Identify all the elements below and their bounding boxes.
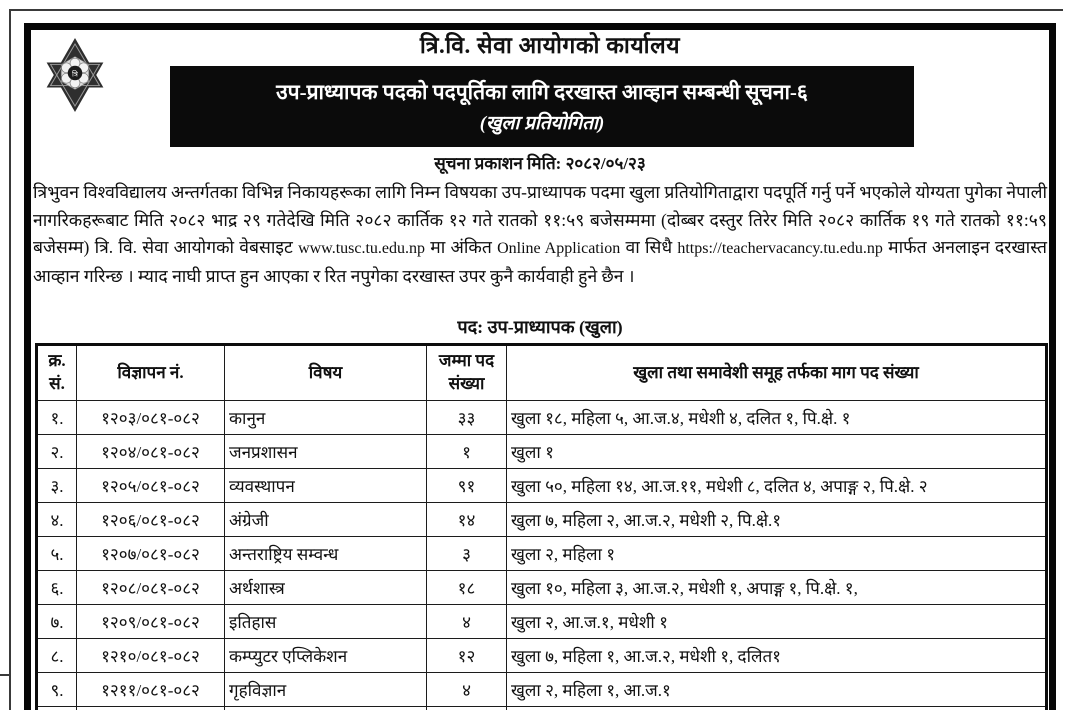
publish-date: सूचना प्रकाशन मिति: २०८२/०५/२३ xyxy=(434,154,646,173)
body-paragraph xyxy=(33,179,1047,290)
cell-subject: कानुन xyxy=(225,401,427,435)
cell-advert: १२१०/०८१-०८२ xyxy=(77,639,225,673)
table-row xyxy=(37,673,1047,707)
header-group-demand: खुला तथा समावेशी समूह तर्फका माग पद संख्या xyxy=(507,345,1047,401)
cell-total: ३३ xyxy=(427,401,507,435)
cell-serial: ६. xyxy=(37,571,77,605)
website-url-teachervacancy: https://teachervacancy.tu.edu.np xyxy=(677,240,883,257)
banner-title: उप-प्राध्यापक पदको पदपूर्तिका लागि दरखास्त आव्हान सम्बन्धी सूचना-६ xyxy=(276,80,808,104)
table-row xyxy=(37,605,1047,639)
cell-total: ४ xyxy=(427,605,507,639)
cell-advert: १२०४/०८१-०८२ xyxy=(77,435,225,469)
cell-detail: खुला १ xyxy=(507,435,1047,469)
cell-serial: ९. xyxy=(37,673,77,707)
cell-detail: खुला १८, महिला ५, आ.ज.४, मधेशी ४, दलित १, पि.क्षे. १ xyxy=(507,401,1047,435)
cell-serial: ८. xyxy=(37,639,77,673)
vacancy-table xyxy=(35,343,1048,710)
tu-emblem-logo xyxy=(42,35,108,115)
cell-detail: खुला ५०, महिला १४, आ.ज.११, मधेशी ८, दलित ४, अपाङ्ग २, पि.क्षे. २ xyxy=(507,469,1047,503)
cell-total xyxy=(427,707,507,710)
paragraph-text-2: मा अंकित xyxy=(425,237,498,257)
cell-advert: १२०८/०८१-०८२ xyxy=(77,571,225,605)
cell-total: ९१ xyxy=(427,469,507,503)
table-row xyxy=(37,639,1047,673)
cell-subject: कम्प्युटर एप्लिकेशन xyxy=(225,639,427,673)
cell-detail: खुला ७, महिला १, आ.ज.२, मधेशी १, दलित१ xyxy=(507,639,1047,673)
website-url-tusc: www.tusc.tu.edu.np xyxy=(298,240,426,257)
cell-serial: ५. xyxy=(37,537,77,571)
cell-detail: खुला २, आ.ज.१, मधेशी १ xyxy=(507,605,1047,639)
cell-subject: गृहविज्ञान xyxy=(225,673,427,707)
cell-advert: १२०९/०८१-०८२ xyxy=(77,605,225,639)
notice-banner xyxy=(170,66,914,147)
cell-detail xyxy=(507,707,1047,710)
table-row xyxy=(37,469,1047,503)
cell-subject: इतिहास xyxy=(225,605,427,639)
table-row-partial xyxy=(37,707,1047,710)
online-application-text: Online Application xyxy=(497,240,621,257)
cell-serial: ३. xyxy=(37,469,77,503)
post-heading: पद: उप-प्राध्यापक (खुला) xyxy=(457,317,623,337)
cell-advert: १२०६/०८१-०८२ xyxy=(77,503,225,537)
cell-advert: १२११/०८१-०८२ xyxy=(77,673,225,707)
table-row xyxy=(37,435,1047,469)
cell-subject: अन्तराष्ट्रिय सम्वन्ध xyxy=(225,537,427,571)
cell-subject xyxy=(225,707,427,710)
cell-subject: व्यवस्थापन xyxy=(225,469,427,503)
header-subject: विषय xyxy=(225,345,427,401)
cell-advert xyxy=(77,707,225,710)
table-row xyxy=(37,537,1047,571)
logo-monogram: त्रि xyxy=(72,70,78,79)
cell-subject: जनप्रशासन xyxy=(225,435,427,469)
cell-serial: ४. xyxy=(37,503,77,537)
cell-total: १२ xyxy=(427,639,507,673)
table-header-row xyxy=(37,345,1047,401)
cell-total: १४ xyxy=(427,503,507,537)
cell-serial: २. xyxy=(37,435,77,469)
page-edge-line-left xyxy=(9,9,11,710)
cell-advert: १२०५/०८१-०८२ xyxy=(77,469,225,503)
cell-detail: खुला ७, महिला २, आ.ज.२, मधेशी २, पि.क्षे.१ xyxy=(507,503,1047,537)
page-edge-line-top xyxy=(10,9,1063,11)
cell-subject: अर्थशास्त्र xyxy=(225,571,427,605)
paragraph-text-4: मार्फत अनलाइन दरखास्त आव्हान गरिन्छ । म्याद नाघी प्राप्त हुन आएका र रित नपुगेका दरखास्त उपर कुनै कार्यवाही हुने छैन । xyxy=(33,237,1048,286)
paragraph-text-3: वा सिधै xyxy=(620,237,678,257)
cell-advert: १२०३/०८१-०८२ xyxy=(77,401,225,435)
cell-serial: १. xyxy=(37,401,77,435)
six-pointed-star-icon xyxy=(42,35,108,115)
header-serial-no: क्र. सं. xyxy=(37,345,77,401)
cell-serial xyxy=(37,707,77,710)
header-advertisement-no: विज्ञापन नं. xyxy=(77,345,225,401)
cell-serial: ७. xyxy=(37,605,77,639)
cell-advert: १२०७/०८१-०८२ xyxy=(77,537,225,571)
banner-subtitle: (खुला प्रतियोगिता) xyxy=(479,113,605,134)
cell-total: ३ xyxy=(427,537,507,571)
page-title: त्रि.वि. सेवा आयोगको कार्यालय xyxy=(419,33,681,58)
table-row xyxy=(37,401,1047,435)
cell-total: ४ xyxy=(427,673,507,707)
table-row xyxy=(37,571,1047,605)
cell-detail: खुला २, महिला १ xyxy=(507,537,1047,571)
cell-total: १८ xyxy=(427,571,507,605)
page-edge-line-stub xyxy=(0,674,10,676)
paragraph-text-1: त्रिभुवन विश्वविद्यालय अन्तर्गतका विभिन्न निकायहरूका लागि निम्न विषयका उप-प्राध्यापक पदमा खुला प्रतियोगिताद्वारा पदपूर्ति गर्नु पर्ने भएकोले योग्यता पुगेका नेपाली नागरिकहरूबाट मिति २०८२ भाद्र २९ गतेदेखि मिति २०८२ कार्तिक १२ गते रातको ११:५९ बजेसम्ममा (दोब्बर दस्तुर तिरेर मिति २०८२ कार्तिक १९ गते रातको ११:५९ बजेसम्म) त्रि. वि. सेवा आयोगको वेबसाइट xyxy=(33,182,1047,257)
table-row xyxy=(37,503,1047,537)
cell-detail: खुला १०, महिला ३, आ.ज.२, मधेशी १, अपाङ्ग १, पि.क्षे. १, xyxy=(507,571,1047,605)
header-total-posts: जम्मा पद संख्या xyxy=(427,345,507,401)
cell-detail: खुला २, महिला १, आ.ज.१ xyxy=(507,673,1047,707)
cell-total: १ xyxy=(427,435,507,469)
cell-subject: अंग्रेजी xyxy=(225,503,427,537)
